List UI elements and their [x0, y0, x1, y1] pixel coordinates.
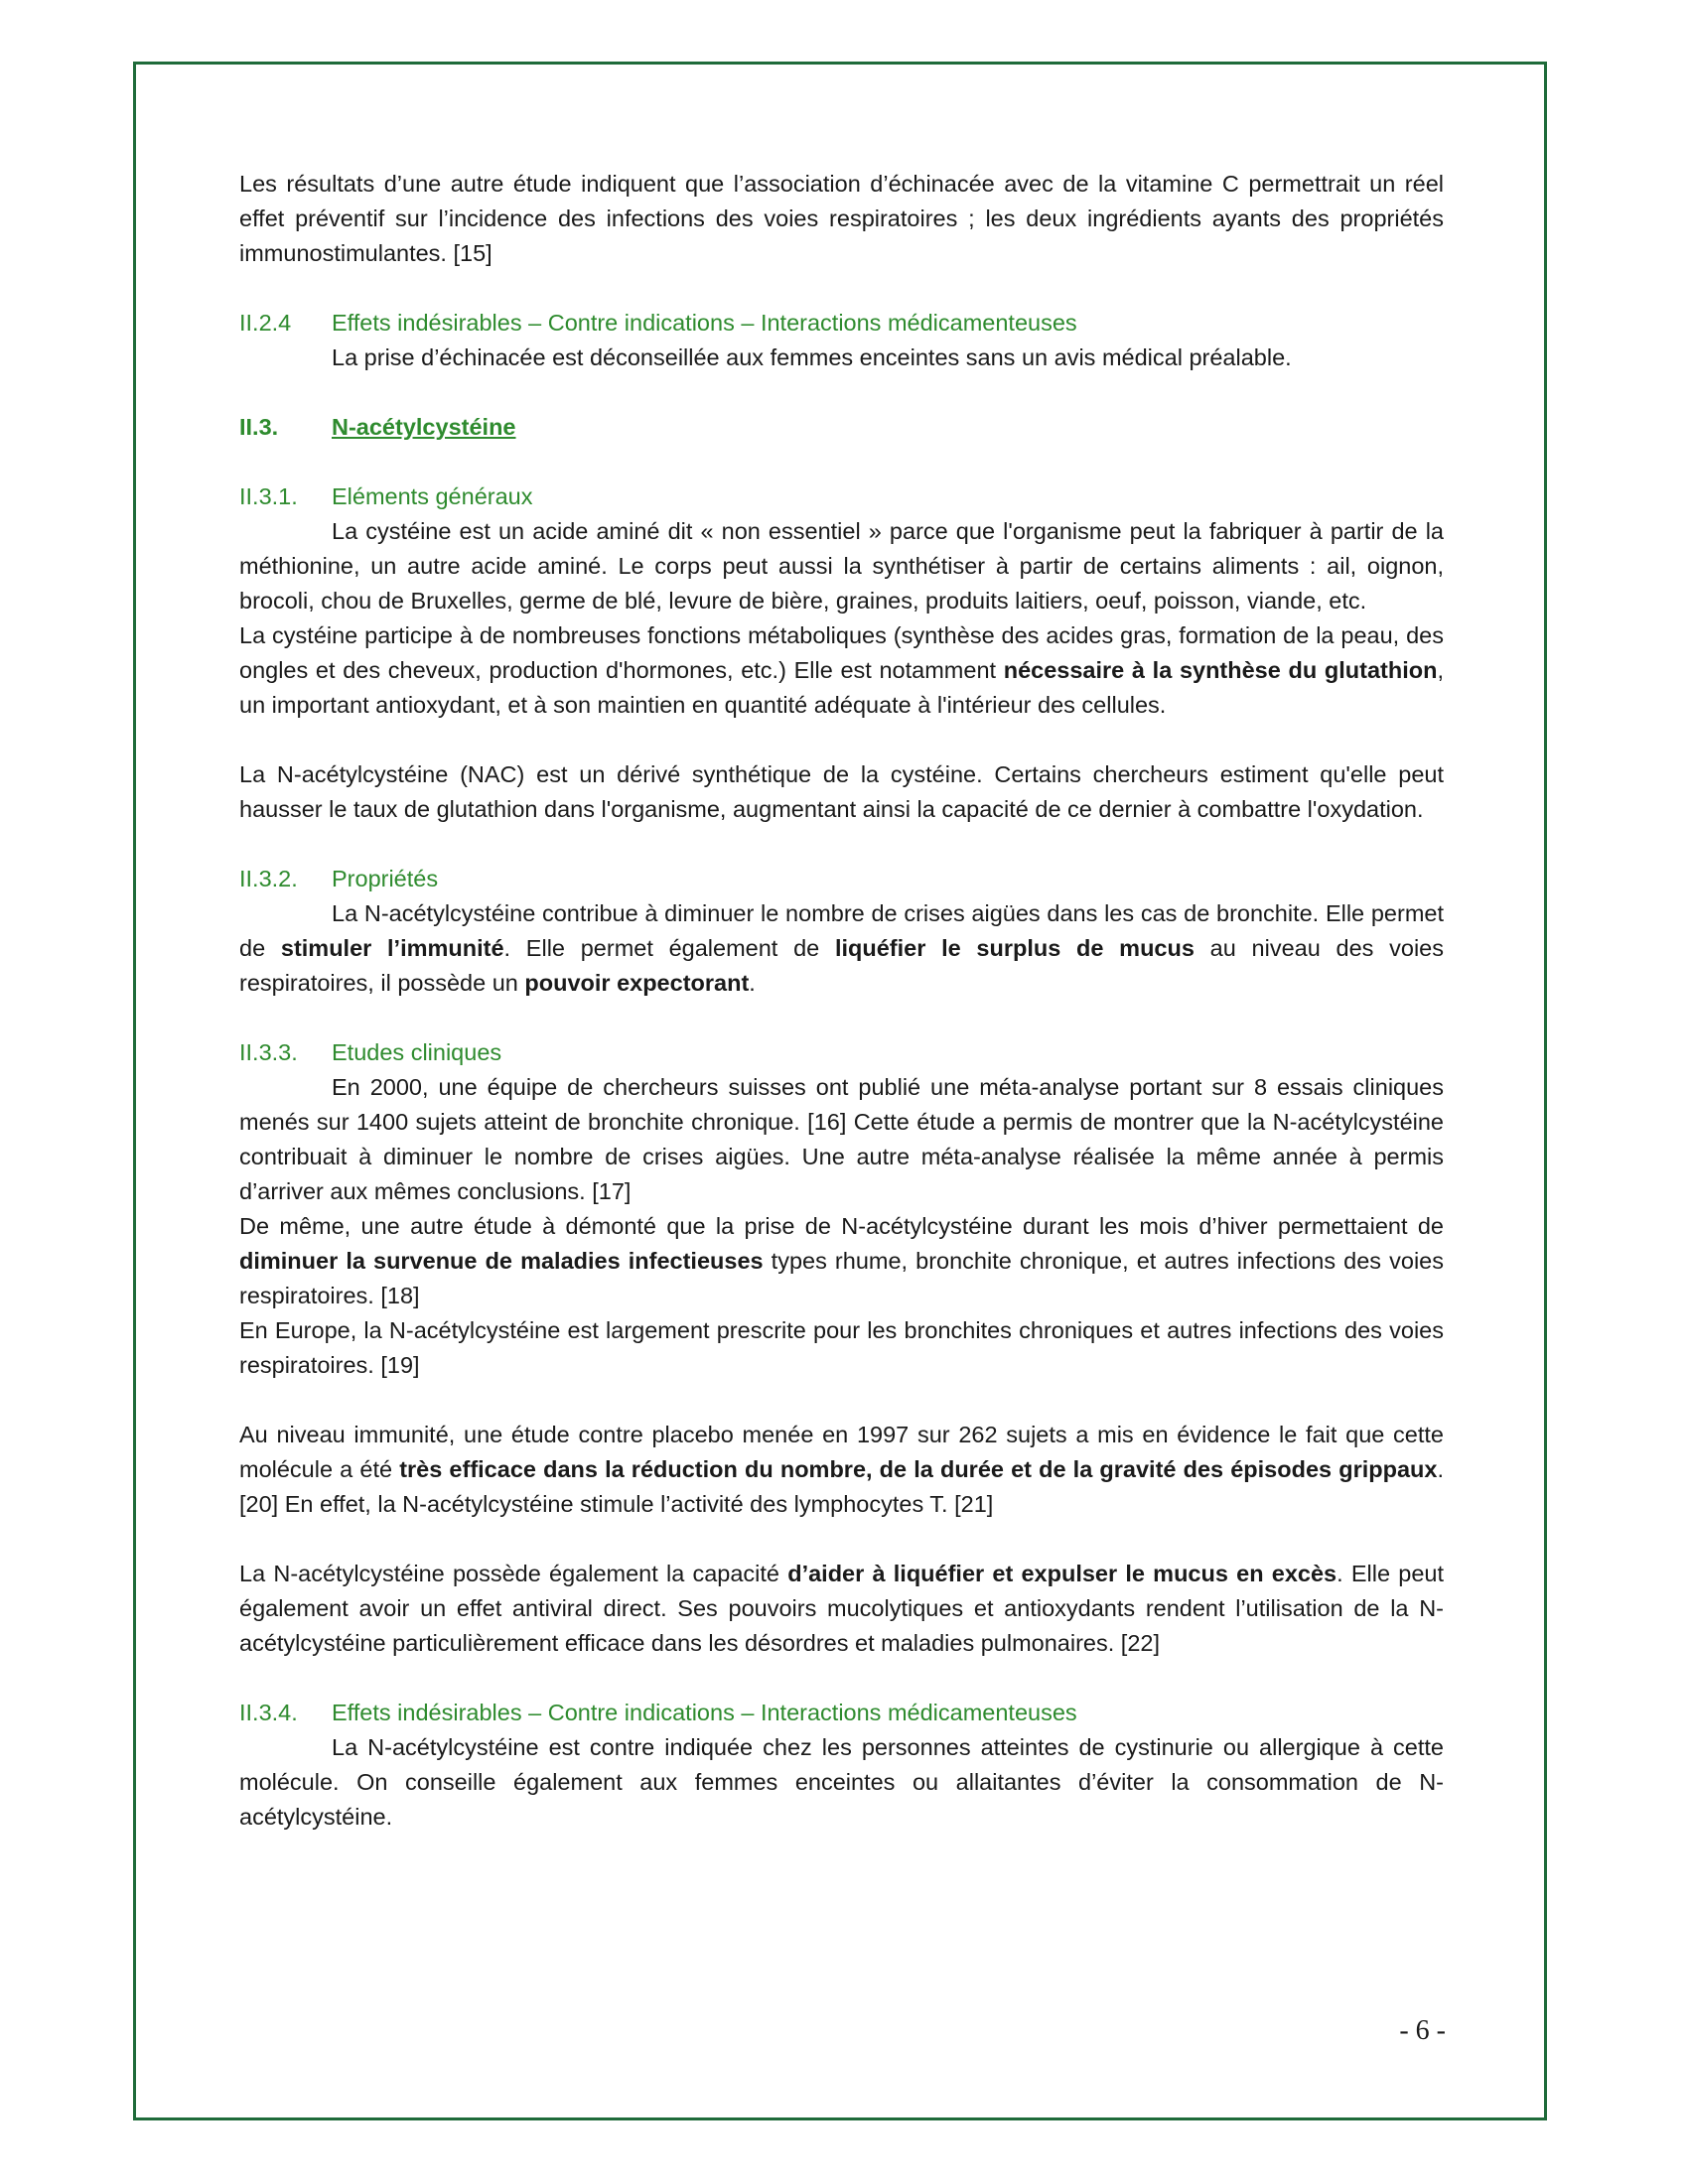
heading-ii-3-1 — [239, 479, 1444, 514]
paragraph-echinacea-vitc: Les résultats d’une autre étude indiquent que l’association d’échinacée avec de la vitamine C permettrait un réel effet préventif sur l’incidence des infections des voies respiratoires ; les deux ingrédients ayants des propriétés immunostimulantes. [15] — [239, 171, 1444, 266]
paragraph-echinacea-contraindication: La prise d’échinacée est déconseillée aux femmes enceintes sans un avis médical préalable. — [332, 344, 1292, 370]
heading-title: Effets indésirables – Contre indications – Interactions médicamenteuses — [332, 310, 1077, 336]
heading-number: II.3.1. — [239, 483, 298, 509]
text-run: , un important antioxydant, et à son maintien en quantité adéquate à l'intérieur des cellules. — [239, 657, 1444, 718]
bold-text: stimuler l’immunité — [280, 935, 504, 961]
text-run: . — [749, 970, 756, 996]
heading-title: N-acétylcystéine — [332, 414, 516, 440]
heading-title: Eléments généraux — [332, 483, 533, 509]
text-run: De même, une autre étude à démonté que la prise de N-acétylcystéine durant les mois d’hiver permettaient de — [239, 1213, 1444, 1239]
heading-ii-3 — [239, 410, 1444, 445]
text-run: La N-acétylcystéine contribue à diminuer le nombre de crises aigües dans les cas de bronchite. Elle permet de — [239, 900, 1444, 961]
text-run: . Elle permet également de — [503, 935, 835, 961]
heading-number: II.3.3. — [239, 1039, 298, 1065]
paragraph-winter-study — [239, 1209, 1444, 1313]
paragraph-meta-analysis: En 2000, une équipe de chercheurs suisses ont publié une méta-analyse portant sur 8 essais cliniques menés sur 1400 sujets atteint de bronchite chronique. [16] Cette étude a permis de montrer que la N-acétylcystéine contribuait à diminuer le nombre de crises aigües. Une autre méta-analyse réalisée la même année à permis d’arriver aux mêmes conclusions. [17] — [239, 1074, 1444, 1204]
bold-text: pouvoir expectorant — [524, 970, 750, 996]
heading-title: Effets indésirables – Contre indications – Interactions médicamenteuses — [332, 1700, 1077, 1725]
heading-ii-3-3 — [239, 1035, 1444, 1070]
document-body — [239, 167, 1444, 1835]
bold-text: diminuer la survenue de maladies infectieuses — [239, 1248, 764, 1274]
text-run: types rhume, bronchite chronique, et autres infections des voies respiratoires. [18] — [239, 1248, 1445, 1308]
text-run: . [20] En effet, la N-acétylcystéine stimule l’activité des lymphocytes T. [21] — [239, 1456, 1444, 1517]
heading-number: II.3.2. — [239, 866, 298, 891]
text-run: au niveau des voies respiratoires, il possède un — [239, 935, 1444, 996]
text-run: . Elle peut également avoir un effet antiviral direct. Ses pouvoirs mucolytiques et antioxydants rendent l’utilisation de la N-acétylcystéine particulièrement efficace dans les désordres et maladies pulmonaires. [22] — [239, 1561, 1445, 1656]
paragraph-immunity-study — [239, 1418, 1444, 1522]
bold-text: d’aider à liquéfier et expulser le mucus en excès — [787, 1561, 1337, 1586]
paragraph-nac-contraindication: La N-acétylcystéine est contre indiquée chez les personnes atteintes de cystinurie ou allergique à cette molécule. On conseille également aux femmes enceintes ou allaitantes d’éviter la consommation de N-acétylcystéine. — [239, 1734, 1444, 1830]
bold-text: nécessaire à la synthèse du glutathion — [1003, 657, 1438, 683]
text-run: La N-acétylcystéine possède également la capacité — [239, 1561, 788, 1586]
heading-number: II.3. — [239, 414, 279, 440]
bold-text: très efficace dans la réduction du nombre, de la durée et de la gravité des épisodes grippaux — [399, 1456, 1438, 1482]
heading-ii-2-4 — [239, 306, 1444, 341]
paragraph-nac-definition: La N-acétylcystéine (NAC) est un dérivé synthétique de la cystéine. Certains chercheurs estiment qu'elle peut hausser le taux de glutathion dans l'organisme, augmentant ainsi la capacité de ce dernier à combattre l'oxydation. — [239, 761, 1444, 822]
heading-ii-3-4 — [239, 1696, 1444, 1730]
text-run: La cystéine participe à de nombreuses fonctions métaboliques (synthèse des acides gras, formation de la peau, des ongles et des cheveux, production d'hormones, etc.) Elle est notamment — [239, 622, 1444, 683]
paragraph-cysteine-functions — [239, 618, 1444, 723]
bold-text: liquéfier le surplus de mucus — [834, 935, 1195, 961]
heading-title: Etudes cliniques — [332, 1039, 502, 1065]
page-number: - 6 - — [1399, 2015, 1446, 2046]
paragraph-mucolytic — [239, 1557, 1444, 1661]
text-run: Au niveau immunité, une étude contre placebo menée en 1997 sur 262 sujets a mis en évidence le fait que cette molécule a été — [239, 1422, 1444, 1482]
paragraph-cysteine-intro: La cystéine est un acide aminé dit « non essentiel » parce que l'organisme peut la fabriquer à partir de la méthionine, un autre acide aminé. Le corps peut aussi la synthétiser à partir de certains aliments : ail, oignon, brocoli, chou de Bruxelles, germe de blé, levure de bière, graines, produits laitiers, oeuf, poisson, viande, etc. — [239, 518, 1444, 614]
paragraph-nac-properties — [239, 896, 1444, 1001]
heading-ii-3-2 — [239, 862, 1444, 896]
heading-number: II.2.4 — [239, 310, 292, 336]
heading-number: II.3.4. — [239, 1700, 298, 1725]
paragraph-europe: En Europe, la N-acétylcystéine est largement prescrite pour les bronchites chroniques et autres infections des voies respiratoires. [19] — [239, 1317, 1444, 1378]
heading-title: Propriétés — [332, 866, 439, 891]
